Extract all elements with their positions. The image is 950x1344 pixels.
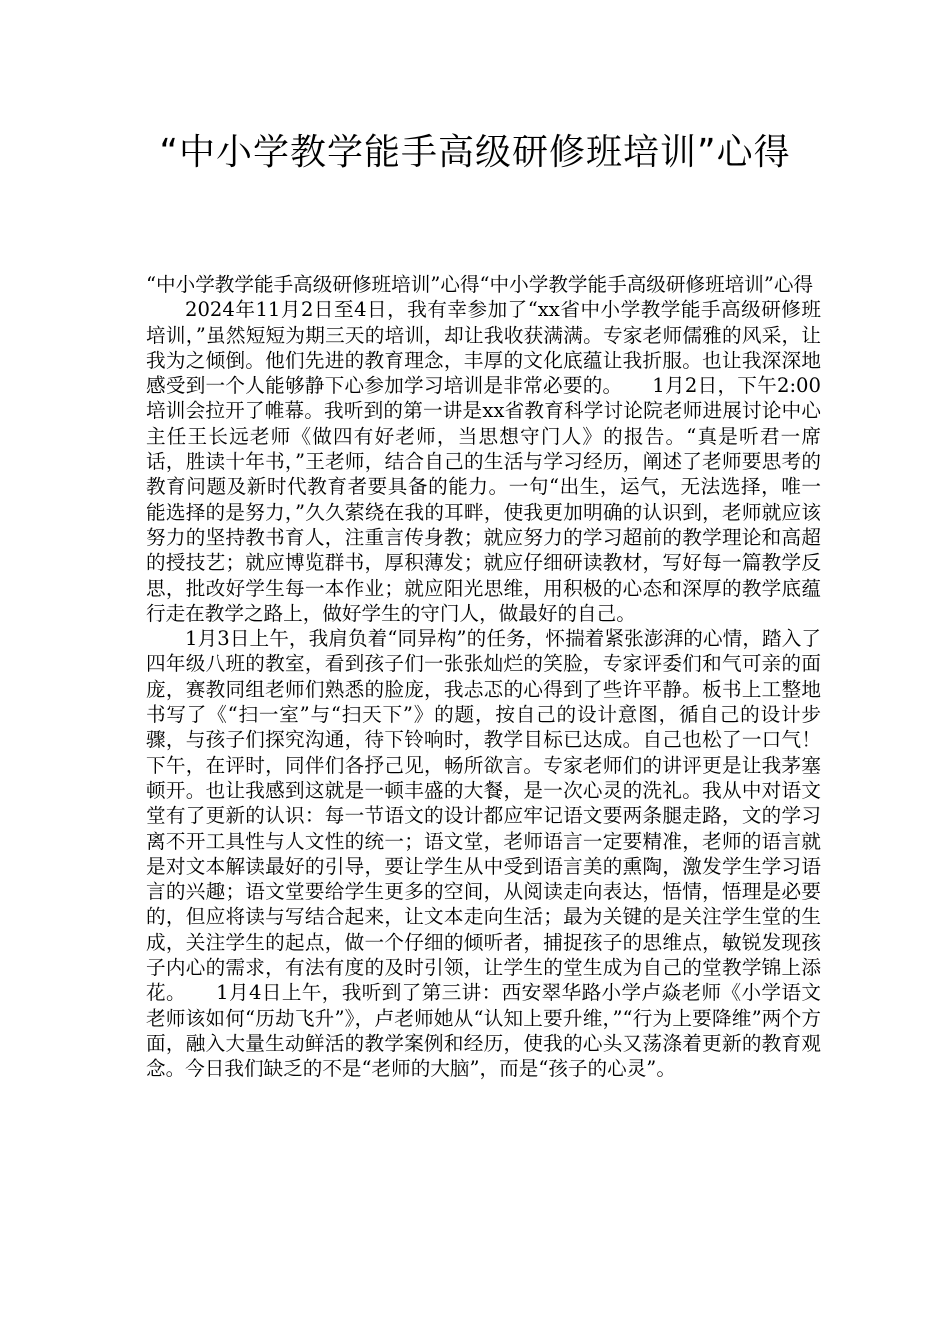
paragraph: 1月3日上午，我肩负着“同异构”的任务，怀揣着紧张澎湃的心情，踏入了四年级八班的教室，看到孩子们一张张灿烂的笑脸，专家评委们和气可亲的面庞，赛教同组老师们熟悉的脸庞，我忐忑的心得到了些许平静。板书上工整地书写了《“扫一室”与“扫天下”》的题，按自己的设计意图，循自己的设计步骤，与孩子们探究沟通，待下铃响时，教学目标已达成。自己也松了一口气！下午，在评时，同伴们各抒己见，畅所欲言。专家老师们的讲评更是让我茅塞顿开。也让我感到这就是一顿丰盛的大餐，是一次心灵的洗礼。我从中对语文堂有了更新的认识：每一节语文的设计都应牢记语文要两条腿走路，文的学习离不开工具性与人文性的统一；语文堂，老师语言一定要精准，老师的语言就是对文本解读最好的引导，要让学生从中受到语言美的熏陶，激发学生学习语言的兴趣；语文堂要给学生更多的空间，从阅读走向表达，悟情，悟理是必要的，但应将读与写结合起来，让文本走向生活；最为关键的是关注学生堂的生成，关注学生的起点，做一个仔细的倾听者，捕捉孩子的思维点，敏锐发现孩子内心的需求，有法有度的及时引领，让学生的堂生成为自己的堂教学锦上添花。 1月4日上午，我听到了第三讲：西安翠华路小学卢焱老师《小学语文老师该如何“历劫飞升”》，卢老师她从“认知上要升维，”“行为上要降维”两个方面，融入大量生动鲜活的教学案例和经历，使我的心头又荡涤着更新的教育观念。今日我们缺乏的不是“老师的大脑”，而是“孩子的心灵”。 bbox=[146, 627, 821, 1081]
paragraph: 2024年11月2日至4日，我有幸参加了“xx省中小学教学能手高级研修班培训，”虽然短短为期三天的培训，却让我收获满满。专家老师儒雅的风采，让我为之倾倒。他们先进的教育理念，丰厚的文化底蕴让我折服。也让我深深地感受到一个人能够静下心参加学习培训是非常必要的。 1月2日，下午2:00培训会拉开了帷幕。我听到的第一讲是xx省教育科学讨论院老师进展讨论中心主任王长远老师《做四有好老师，当思想守门人》的报告。“真是听君一席话，胜读十年书，”王老师，结合自己的生活与学习经历，阐述了老师要思考的教育问题及新时代教育者要具备的能力。一句“出生，运气，无法选择，唯一能选择的是努力，”久久萦绕在我的耳畔，使我更加明确的认识到，老师就应该努力的坚持教书育人，注重言传身教；就应努力的学习超前的教学理论和高超的授技艺；就应博览群书，厚积薄发；就应仔细研读教材，写好每一篇教学反思，批改好学生每一本作业；就应阳光思维，用积极的心态和深厚的教学底蕴行走在教学之路上，做好学生的守门人，做最好的自己。 bbox=[146, 298, 821, 625]
document-title: “中小学教学能手高级研修班培训”心得 bbox=[159, 132, 791, 173]
paragraph-heading-repeat: “中小学教学能手高级研修班培训”心得“中小学教学能手高级研修班培训”心得 bbox=[146, 273, 814, 296]
document-body bbox=[146, 272, 821, 1082]
